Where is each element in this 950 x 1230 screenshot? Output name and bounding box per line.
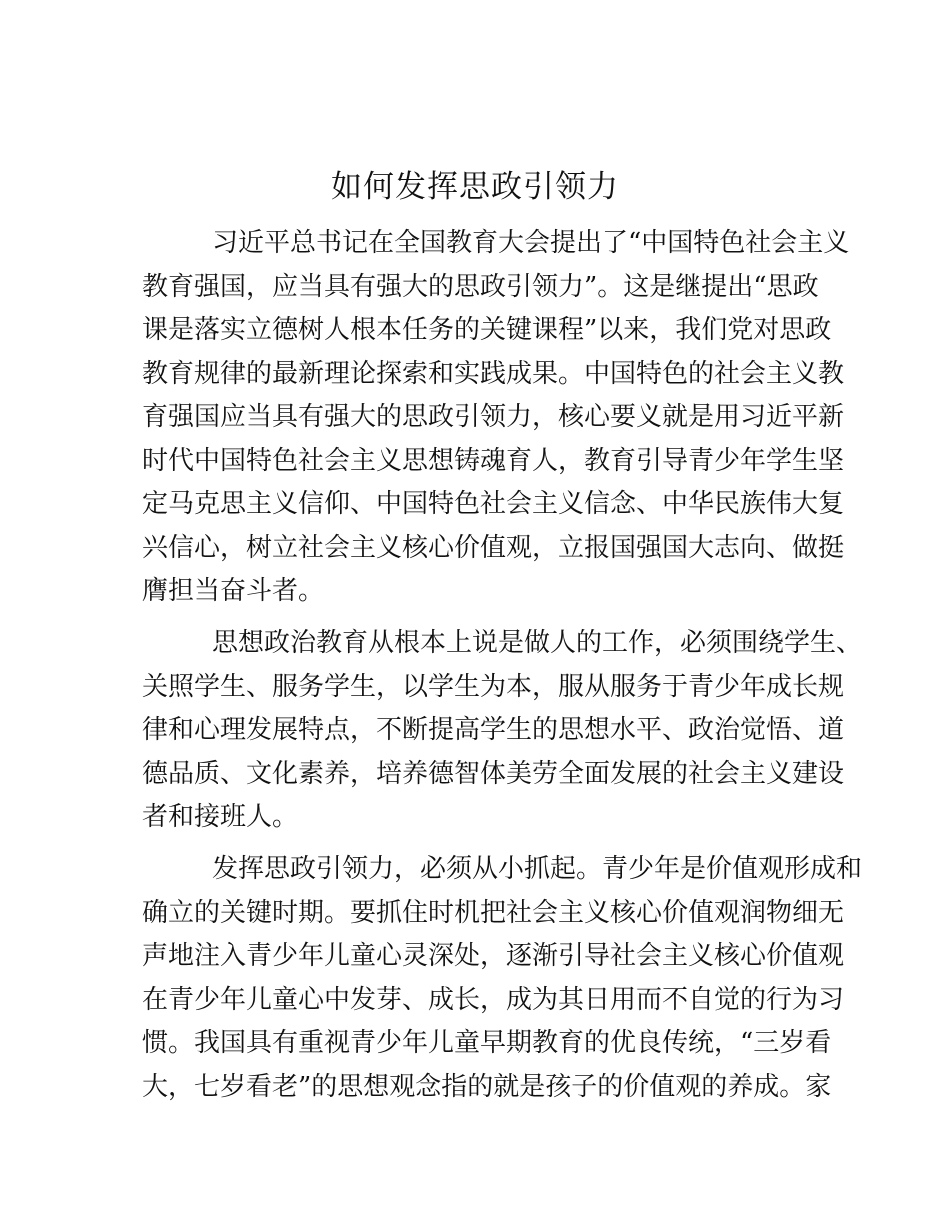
document-title: 如何发挥思政引领力 bbox=[331, 169, 619, 205]
paragraph-line: 兴信心，树立社会主义核心价值观，立报国强国大志向、做挺 bbox=[142, 533, 845, 563]
paragraph-line: 者和接班人。 bbox=[142, 802, 299, 832]
paragraph-line: 确立的关键时期。要抓住时机把社会主义核心价值观润物细无 bbox=[142, 898, 845, 928]
paragraph-line: 在青少年儿童心中发芽、成长，成为其日用而不自觉的行为习 bbox=[142, 985, 845, 1015]
paragraph-line: 关照学生、服务学生，以学生为本，服从服务于青少年成长规 bbox=[142, 672, 845, 702]
paragraph-line: 育强国应当具有强大的思政引领力，核心要义就是用习近平新 bbox=[142, 402, 845, 432]
paragraph-line: 声地注入青少年儿童心灵深处，逐渐引导社会主义核心价值观 bbox=[142, 941, 845, 971]
paragraph-line: 课是落实立德树人根本任务的关键课程”以来，我们党对思政 bbox=[142, 315, 832, 345]
paragraph-line: 思想政治教育从根本上说是做人的工作，必须围绕学生、 bbox=[212, 628, 863, 658]
paragraph-line: 发挥思政引领力，必须从小抓起。青少年是价值观形成和 bbox=[212, 854, 863, 884]
paragraph-line: 大，七岁看老”的思想观念指的就是孩子的价值观的养成。家 bbox=[142, 1072, 832, 1102]
paragraph-line: 定马克思主义信仰、中国特色社会主义信念、中华民族伟大复 bbox=[142, 489, 845, 519]
paragraph-line: 惯。我国具有重视青少年儿童早期教育的优良传统，“三岁看 bbox=[142, 1028, 832, 1058]
paragraph-line: 德品质、文化素养，培养德智体美劳全面发展的社会主义建设 bbox=[142, 759, 845, 789]
paragraph-line: 教育规律的最新理论探索和实践成果。中国特色的社会主义教 bbox=[142, 359, 845, 389]
paragraph-line: 习近平总书记在全国教育大会提出了“中国特色社会主义 bbox=[212, 228, 850, 258]
paragraph-line: 教育强国，应当具有强大的思政引领力”。这是继提出“思政 bbox=[142, 272, 819, 302]
paragraph-line: 时代中国特色社会主义思想铸魂育人，教育引导青少年学生坚 bbox=[142, 446, 845, 476]
paragraph-line: 膺担当奋斗者。 bbox=[142, 576, 325, 606]
paragraph-line: 律和心理发展特点，不断提高学生的思想水平、政治觉悟、道 bbox=[142, 715, 845, 745]
